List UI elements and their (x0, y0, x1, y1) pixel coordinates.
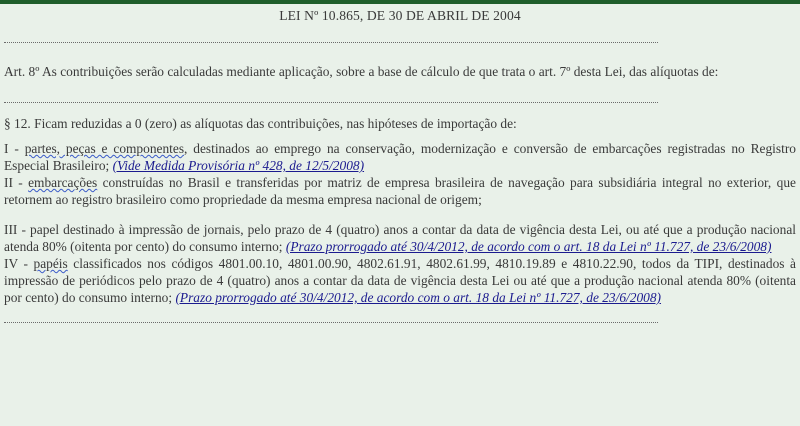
law-title: LEI Nº 10.865, DE 30 DE ABRIL DE 2004 (279, 8, 521, 23)
item-ii-prefix: II - (4, 175, 29, 190)
separator-bottom (4, 322, 658, 323)
item-ii (0, 174, 800, 208)
article-8 (0, 63, 800, 80)
item-i-link[interactable]: (Vide Medida Provisória nº 428, de 12/5/2008) (112, 158, 365, 173)
separator-top (4, 42, 658, 43)
item-i (0, 140, 800, 174)
item-iv-underlined: papéis (33, 256, 68, 271)
item-ii-underlined: embarcações (28, 175, 98, 190)
item-iv-prefix: IV - (4, 256, 34, 271)
article-8-text: Art. 8º As contribuições serão calculadas mediante aplicação, sobre a base de cálculo de que trata o art. 7º desta Lei, das alíquotas de: (4, 64, 719, 79)
item-iii-link[interactable]: (Prazo prorrogado até 30/4/2012, de acordo com o art. 18 da Lei nº 11.727, de 23/6/2008) (285, 239, 772, 254)
item-iv (0, 255, 800, 306)
item-i-prefix: I - (4, 141, 25, 156)
item-iii-text: III - papel destinado à impressão de jornais, pelo prazo de 4 (quatro) anos a contar da data de vigência desta Lei, ou até que a produção nacional atenda 80% (oitenta por cento) do consumo interno; (4, 222, 796, 254)
item-iv-link[interactable]: (Prazo prorrogado até 30/4/2012, de acordo com o art. 18 da Lei nº 11.727, de 23/6/2008) (175, 290, 662, 305)
item-iv-text: classificados nos códigos 4801.00.10, 4801.00.90, 4802.61.91, 4802.61.99, 4810.19.89 e 4810.22.90, todos da TIPI, destinados à impressão de periódicos pelo prazo de 4 (quatro) anos a contar da data de vigência desta Lei ou até que a produção nacional atenda 80% (oitenta por cento) do consumo interno; (4, 256, 796, 305)
paragraph-12 (0, 115, 800, 132)
item-i-underlined: partes, peças e componentes (24, 141, 185, 156)
separator-middle (4, 102, 658, 103)
item-ii-text: construídas no Brasil e transferidas por matriz de empresa brasileira de navegação para subsidiária integral no exterior, que retornem ao registro brasileiro como propriedade da mesma empresa nacional de origem; (4, 175, 796, 207)
paragraph-12-text: § 12. Ficam reduzidas a 0 (zero) as alíquotas das contribuições, nas hipóteses de importação de: (4, 116, 517, 131)
item-i-text: , destinados ao emprego na conservação, modernização e conversão de embarcações registradas no Registro Especial Brasileiro; (4, 141, 796, 173)
item-iii (0, 221, 800, 255)
